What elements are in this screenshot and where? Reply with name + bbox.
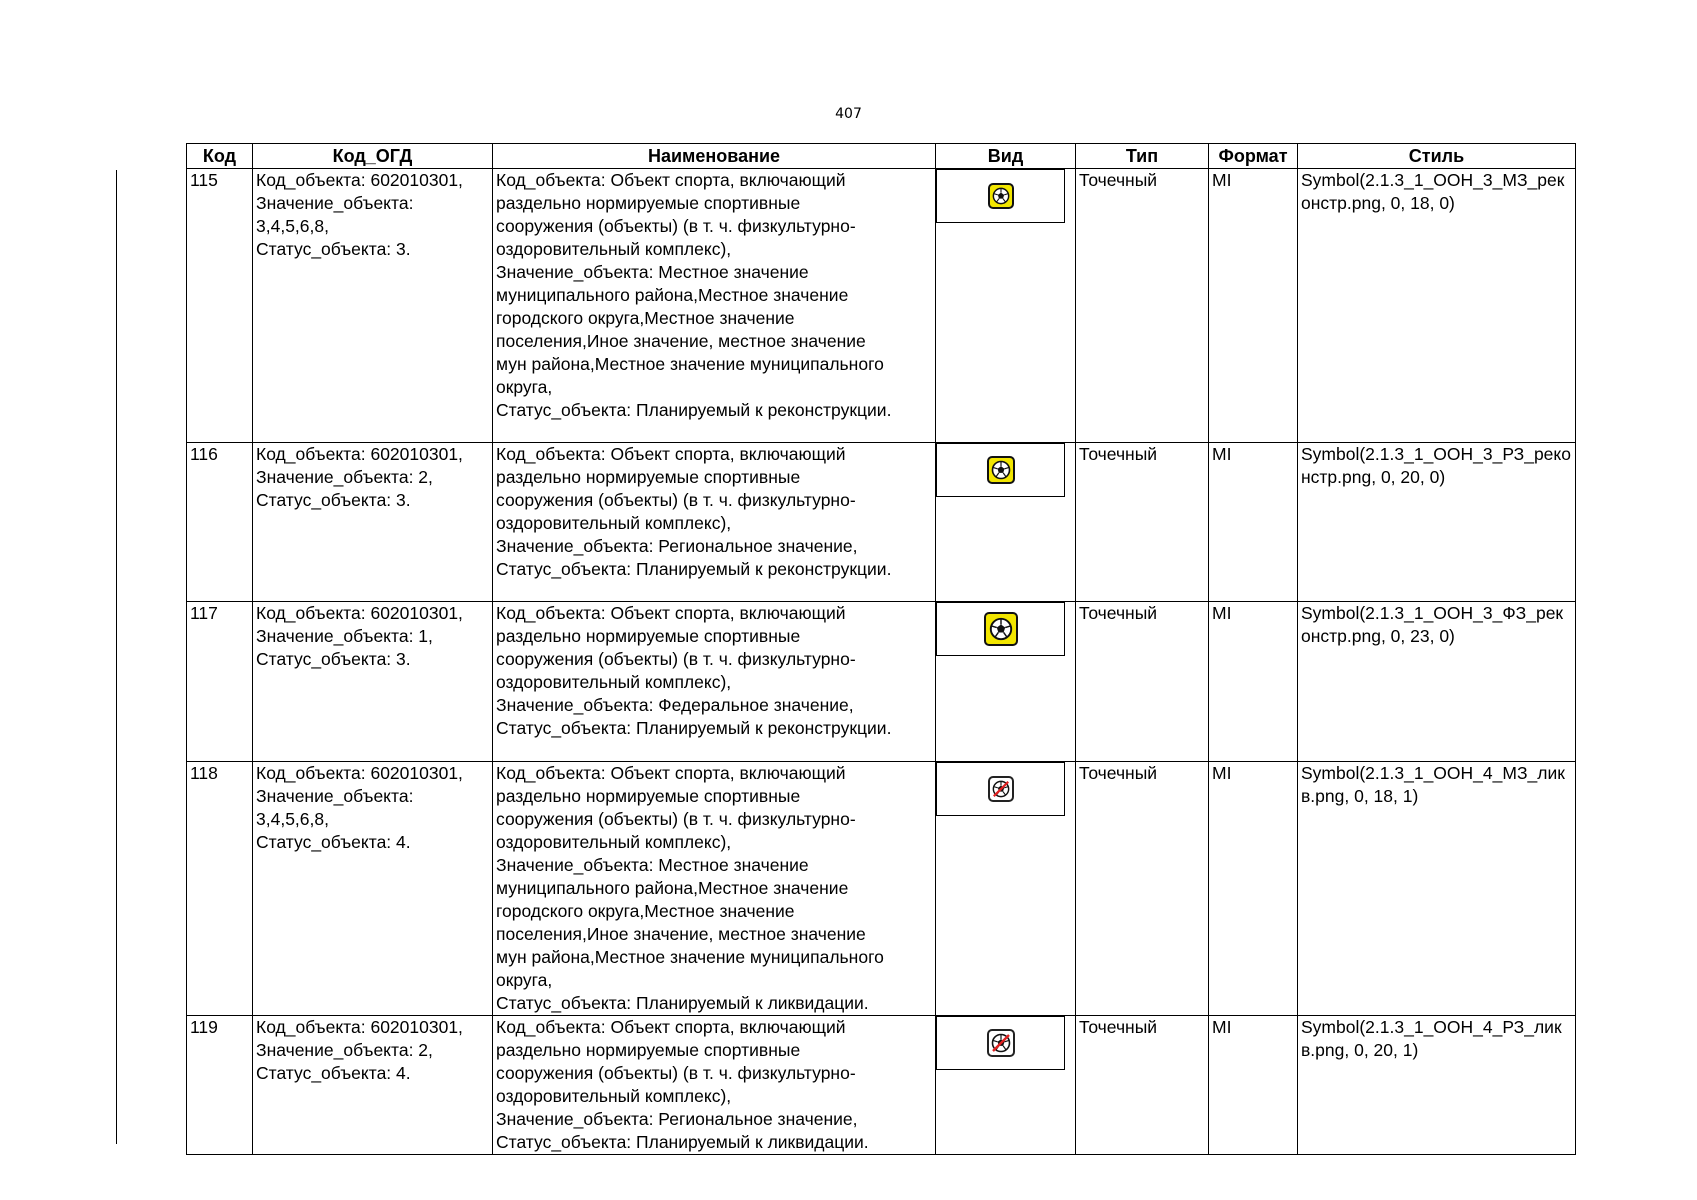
cell-view [936, 762, 1076, 1016]
name-line: Значение_объекта: Региональное значение, [496, 536, 858, 556]
name-line: Код_объекта: Объект спорта, включающий [496, 1017, 846, 1037]
name-line: Значение_объекта: Местное значение [496, 855, 809, 875]
name-line: городского округа,Местное значение [496, 901, 795, 921]
cell-view [936, 169, 1076, 443]
cell-view [936, 1016, 1076, 1155]
name-line: Значение_объекта: Региональное значение, [496, 1109, 858, 1129]
cell-format: MI [1209, 1016, 1298, 1155]
cell-name [493, 169, 936, 443]
header-type: Тип [1076, 144, 1209, 169]
cell-style: Symbol(2.1.3_1_ООН_3_ФЗ_реконстр.png, 0, 23, 0) [1298, 602, 1576, 762]
ogd-line: 3,4,5,6,8, [256, 216, 329, 236]
table-row [187, 1016, 1576, 1155]
cell-style: Symbol(2.1.3_1_ООН_3_МЗ_реконстр.png, 0, 18, 0) [1298, 169, 1576, 443]
symbol-register-table [186, 143, 1576, 1155]
table-row [187, 443, 1576, 602]
name-line: Код_объекта: Объект спорта, включающий [496, 763, 846, 783]
cell-code: 117 [187, 602, 253, 762]
ogd-line: Код_объекта: 602010301, [256, 170, 463, 190]
symbol-preview-box [936, 443, 1065, 497]
name-line: округа, [496, 970, 553, 990]
cell-format: MI [1209, 762, 1298, 1016]
cell-type: Точечный [1076, 1016, 1209, 1155]
sport-facility-reconstruction-icon [987, 456, 1015, 484]
ogd-line: Статус_объекта: 4. [256, 1063, 411, 1083]
sport-facility-liquidation-icon [987, 1029, 1015, 1057]
ogd-line: Значение_объекта: 2, [256, 467, 433, 487]
name-line: Статус_объекта: Планируемый к реконструкции. [496, 400, 892, 420]
symbol-preview-box [936, 762, 1065, 816]
ogd-line: Значение_объекта: [256, 193, 414, 213]
name-line: оздоровительный комплекс), [496, 672, 732, 692]
header-name: Наименование [493, 144, 936, 169]
ogd-line: Значение_объекта: 1, [256, 626, 433, 646]
name-line: сооружения (объекты) (в т. ч. физкультурно- [496, 490, 856, 510]
name-line: Статус_объекта: Планируемый к ликвидации. [496, 993, 869, 1013]
name-line: раздельно нормируемые спортивные [496, 1040, 801, 1060]
name-line: городского округа,Местное значение [496, 308, 795, 328]
name-line: Статус_объекта: Планируемый к реконструкции. [496, 559, 892, 579]
name-line: сооружения (объекты) (в т. ч. физкультурно- [496, 809, 856, 829]
ogd-line: Статус_объекта: 3. [256, 239, 411, 259]
name-line: Значение_объекта: Федеральное значение, [496, 695, 854, 715]
ogd-line: Код_объекта: 602010301, [256, 1017, 463, 1037]
name-line: мун района,Местное значение муниципального [496, 947, 884, 967]
cell-style: Symbol(2.1.3_1_ООН_3_РЗ_реконстр.png, 0, 20, 0) [1298, 443, 1576, 602]
table-row [187, 169, 1576, 443]
ogd-line: Код_объекта: 602010301, [256, 763, 463, 783]
cell-code: 116 [187, 443, 253, 602]
ogd-line: Статус_объекта: 3. [256, 490, 411, 510]
name-line: Код_объекта: Объект спорта, включающий [496, 170, 846, 190]
name-line: раздельно нормируемые спортивные [496, 786, 801, 806]
name-line: оздоровительный комплекс), [496, 239, 732, 259]
margin-line [116, 170, 117, 1144]
cell-ogd-code [253, 602, 493, 762]
symbol-preview-box [936, 1016, 1065, 1070]
name-line: сооружения (объекты) (в т. ч. физкультурно- [496, 216, 856, 236]
cell-format: MI [1209, 169, 1298, 443]
sport-facility-reconstruction-icon [988, 183, 1014, 209]
symbol-preview-box [936, 602, 1065, 656]
cell-code: 115 [187, 169, 253, 443]
name-line: Код_объекта: Объект спорта, включающий [496, 444, 846, 464]
cell-ogd-code [253, 1016, 493, 1155]
name-line: поселения,Иное значение, местное значение [496, 924, 866, 944]
name-line: оздоровительный комплекс), [496, 513, 732, 533]
ogd-line: Значение_объекта: [256, 786, 414, 806]
name-line: раздельно нормируемые спортивные [496, 626, 801, 646]
header-view: Вид [936, 144, 1076, 169]
name-line: раздельно нормируемые спортивные [496, 467, 801, 487]
cell-ogd-code [253, 169, 493, 443]
ogd-line: Статус_объекта: 4. [256, 832, 411, 852]
cell-format: MI [1209, 602, 1298, 762]
name-line: оздоровительный комплекс), [496, 832, 732, 852]
table-row [187, 762, 1576, 1016]
name-line: муниципального района,Местное значение [496, 878, 849, 898]
name-line: сооружения (объекты) (в т. ч. физкультурно- [496, 649, 856, 669]
cell-ogd-code [253, 762, 493, 1016]
name-line: Статус_объекта: Планируемый к реконструкции. [496, 718, 892, 738]
cell-view [936, 443, 1076, 602]
cell-name [493, 762, 936, 1016]
table-row [187, 602, 1576, 762]
cell-view [936, 602, 1076, 762]
cell-type: Точечный [1076, 602, 1209, 762]
cell-name [493, 602, 936, 762]
header-format: Формат [1209, 144, 1298, 169]
name-line: Значение_объекта: Местное значение [496, 262, 809, 282]
ogd-line: Значение_объекта: 2, [256, 1040, 433, 1060]
header-style: Стиль [1298, 144, 1576, 169]
ogd-line: Статус_объекта: 3. [256, 649, 411, 669]
cell-style: Symbol(2.1.3_1_ООН_4_РЗ_ликв.png, 0, 20, 1) [1298, 1016, 1576, 1155]
name-line: сооружения (объекты) (в т. ч. физкультурно- [496, 1063, 856, 1083]
page-number: 407 [835, 106, 862, 122]
ogd-line: 3,4,5,6,8, [256, 809, 329, 829]
ogd-line: Код_объекта: 602010301, [256, 444, 463, 464]
cell-type: Точечный [1076, 169, 1209, 443]
cell-name [493, 1016, 936, 1155]
name-line: поселения,Иное значение, местное значение [496, 331, 866, 351]
cell-format: MI [1209, 443, 1298, 602]
name-line: округа, [496, 377, 553, 397]
sport-facility-reconstruction-icon [984, 612, 1018, 646]
header-row [187, 144, 1576, 169]
name-line: оздоровительный комплекс), [496, 1086, 732, 1106]
symbol-preview-box [936, 169, 1065, 223]
cell-type: Точечный [1076, 443, 1209, 602]
name-line: раздельно нормируемые спортивные [496, 193, 801, 213]
name-line: Статус_объекта: Планируемый к ликвидации. [496, 1132, 869, 1152]
name-line: муниципального района,Местное значение [496, 285, 849, 305]
sport-facility-liquidation-icon [988, 776, 1014, 802]
header-ogd-code: Код_ОГД [253, 144, 493, 169]
cell-code: 119 [187, 1016, 253, 1155]
cell-ogd-code [253, 443, 493, 602]
cell-code: 118 [187, 762, 253, 1016]
cell-style: Symbol(2.1.3_1_ООН_4_МЗ_ликв.png, 0, 18, 1) [1298, 762, 1576, 1016]
ogd-line: Код_объекта: 602010301, [256, 603, 463, 623]
name-line: мун района,Местное значение муниципального [496, 354, 884, 374]
name-line: Код_объекта: Объект спорта, включающий [496, 603, 846, 623]
header-code: Код [187, 144, 253, 169]
cell-name [493, 443, 936, 602]
cell-type: Точечный [1076, 762, 1209, 1016]
